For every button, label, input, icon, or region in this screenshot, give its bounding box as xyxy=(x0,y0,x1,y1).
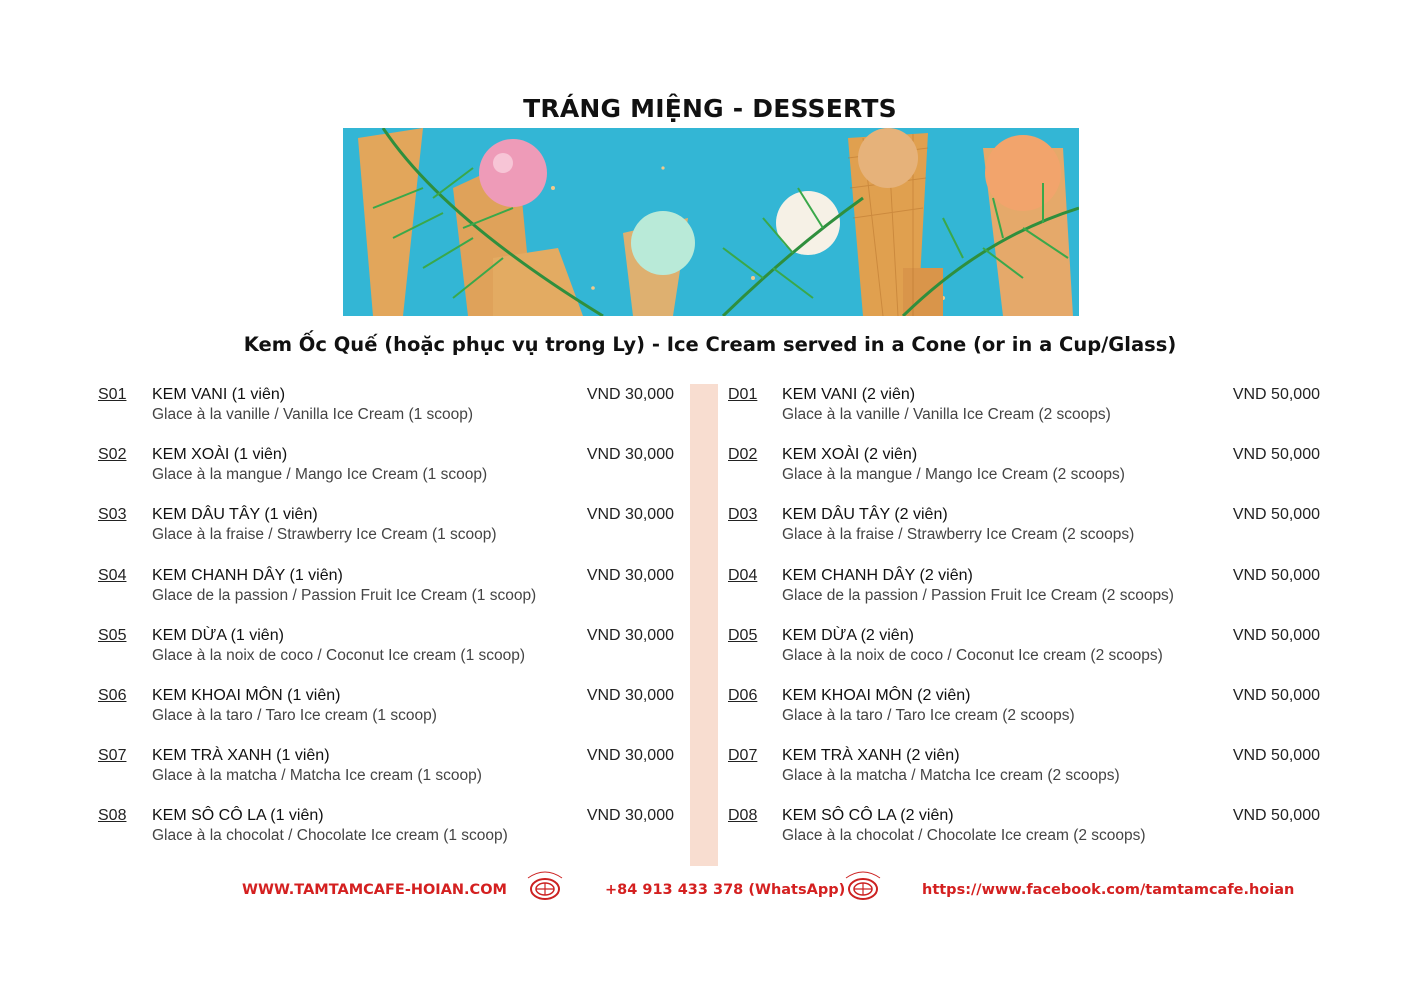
item-price: VND 50,000 xyxy=(1232,566,1320,584)
item-price: VND 30,000 xyxy=(586,807,674,825)
item-price: VND 30,000 xyxy=(586,686,674,704)
menu-item xyxy=(98,805,674,865)
item-name: KEM XOÀI (1 viên) xyxy=(152,446,288,464)
item-price: VND 30,000 xyxy=(586,747,674,765)
item-price: VND 50,000 xyxy=(1232,686,1320,704)
item-name: KEM CHANH DÂY (1 viên) xyxy=(152,566,343,584)
single-scoop-column xyxy=(98,384,674,866)
menu-item xyxy=(98,444,674,504)
item-name: KEM SÔ CÔ LA (1 viên) xyxy=(152,807,324,825)
item-name: KEM TRÀ XANH (2 viên) xyxy=(782,747,960,765)
item-description: Glace à la taro / Taro Ice cream (1 scoop) xyxy=(152,706,437,724)
menu-item xyxy=(728,504,1320,564)
item-code: S04 xyxy=(98,566,127,584)
item-name: KEM DÂU TÂY (1 viên) xyxy=(152,506,318,524)
menu-item xyxy=(728,444,1320,504)
item-code: D07 xyxy=(728,747,758,765)
menu-item xyxy=(728,565,1320,625)
item-code: D01 xyxy=(728,386,758,403)
item-description: Glace à la matcha / Matcha Ice cream (2 scoops) xyxy=(782,767,1120,785)
item-name: KEM VANI (1 viên) xyxy=(152,386,286,403)
item-name: KEM KHOAI MÔN (1 viên) xyxy=(152,686,341,704)
item-description: Glace à la mangue / Mango Ice Cream (1 scoop) xyxy=(152,466,488,484)
menu-item xyxy=(728,805,1320,865)
item-code: S08 xyxy=(98,807,127,825)
item-price: VND 30,000 xyxy=(586,386,674,403)
item-code: S05 xyxy=(98,626,127,644)
item-description: Glace à la vanille / Vanilla Ice Cream (2 scoops) xyxy=(782,406,1111,423)
menu-item xyxy=(728,384,1320,444)
item-code: D05 xyxy=(728,626,758,644)
double-scoop-column xyxy=(728,384,1320,866)
item-description: Glace à la matcha / Matcha Ice cream (1 scoop) xyxy=(152,767,482,785)
item-description: Glace de la passion / Passion Fruit Ice Cream (2 scoops) xyxy=(782,586,1174,604)
item-description: Glace à la chocolat / Chocolate Ice cream (2 scoops) xyxy=(782,827,1146,845)
menu-item xyxy=(98,504,674,564)
menu-item xyxy=(728,685,1320,745)
tamtam-cafe-logo-icon xyxy=(522,866,568,902)
item-price: VND 30,000 xyxy=(586,506,674,524)
item-code: D06 xyxy=(728,686,758,704)
item-name: KEM DỪA (1 viên) xyxy=(152,626,284,644)
item-name: KEM XOÀI (2 viên) xyxy=(782,446,918,464)
item-description: Glace à la chocolat / Chocolate Ice cream (1 scoop) xyxy=(152,827,508,845)
phone-link[interactable]: +84 913 433 378 (WhatsApp) xyxy=(605,882,846,898)
item-code: D04 xyxy=(728,566,758,584)
item-code: S06 xyxy=(98,686,127,704)
item-code: S02 xyxy=(98,446,127,464)
item-code: D03 xyxy=(728,506,758,524)
item-price: VND 50,000 xyxy=(1232,446,1320,464)
ice-cream-banner-image xyxy=(343,128,1079,316)
item-description: Glace à la noix de coco / Coconut Ice cream (1 scoop) xyxy=(152,646,526,664)
item-price: VND 50,000 xyxy=(1232,747,1320,765)
facebook-link[interactable]: https://www.facebook.com/tamtamcafe.hoian xyxy=(922,882,1295,898)
item-name: KEM DÂU TÂY (2 viên) xyxy=(782,506,948,524)
item-price: VND 30,000 xyxy=(586,446,674,464)
item-code: D08 xyxy=(728,807,758,825)
item-name: KEM CHANH DÂY (2 viên) xyxy=(782,566,973,584)
item-name: KEM DỪA (2 viên) xyxy=(782,626,914,644)
item-description: Glace à la vanille / Vanilla Ice Cream (1 scoop) xyxy=(152,406,474,423)
page-title: TRÁNG MIỆNG - DESSERTS xyxy=(523,94,897,123)
item-price: VND 30,000 xyxy=(586,626,674,644)
menu-item xyxy=(728,745,1320,805)
item-description: Glace à la taro / Taro Ice cream (2 scoops) xyxy=(782,706,1075,724)
item-price: VND 50,000 xyxy=(1232,807,1320,825)
item-price: VND 30,000 xyxy=(586,566,674,584)
menu-item xyxy=(98,565,674,625)
item-code: S03 xyxy=(98,506,127,524)
column-divider xyxy=(690,384,718,866)
item-price: VND 50,000 xyxy=(1232,626,1320,644)
section-subtitle: Kem Ốc Quế (hoặc phục vụ trong Ly) - Ice Cream served in a Cone (or in a Cup/Glass) xyxy=(243,333,1177,356)
ice-cream-cones-photo-icon xyxy=(343,128,1079,316)
website-link[interactable]: WWW.TAMTAMCAFE-HOIAN.COM xyxy=(242,882,507,898)
item-description: Glace à la mangue / Mango Ice Cream (2 scoops) xyxy=(782,466,1125,484)
item-name: KEM KHOAI MÔN (2 viên) xyxy=(782,686,971,704)
item-name: KEM TRÀ XANH (1 viên) xyxy=(152,747,330,765)
item-description: Glace de la passion / Passion Fruit Ice Cream (1 scoop) xyxy=(152,586,537,604)
item-price: VND 50,000 xyxy=(1232,386,1320,403)
tamtam-cafe-logo-icon xyxy=(840,866,886,902)
menu-item xyxy=(98,625,674,685)
item-description: Glace à la fraise / Strawberry Ice Cream (2 scoops) xyxy=(782,526,1135,544)
menu-item xyxy=(98,685,674,745)
menu-item xyxy=(728,625,1320,685)
item-code: S01 xyxy=(98,386,127,403)
item-description: Glace à la noix de coco / Coconut Ice cream (2 scoops) xyxy=(782,646,1163,664)
item-code: D02 xyxy=(728,446,758,464)
item-name: KEM SÔ CÔ LA (2 viên) xyxy=(782,807,954,825)
menu-item xyxy=(98,384,674,444)
item-price: VND 50,000 xyxy=(1232,506,1320,524)
menu-item xyxy=(98,745,674,805)
item-code: S07 xyxy=(98,747,127,765)
item-name: KEM VANI (2 viên) xyxy=(782,386,916,403)
item-description: Glace à la fraise / Strawberry Ice Cream (1 scoop) xyxy=(152,526,497,544)
